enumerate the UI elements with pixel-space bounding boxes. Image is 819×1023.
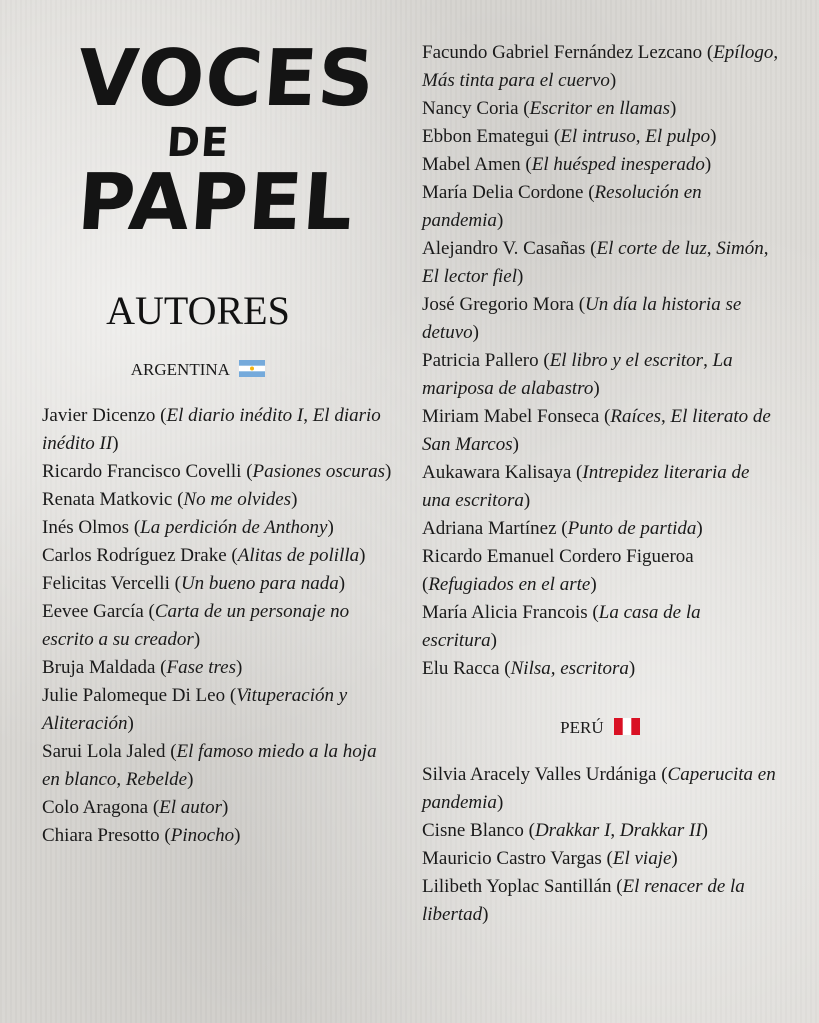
author-entry bbox=[42, 794, 394, 822]
closing-paren: ) bbox=[671, 848, 678, 869]
work-title: Más tinta para el cuervo bbox=[422, 70, 610, 91]
closing-paren: ) bbox=[628, 658, 636, 679]
separator: , bbox=[706, 238, 717, 259]
author-entry bbox=[42, 598, 394, 654]
work-title: Pasiones oscuras bbox=[252, 461, 386, 482]
author-name: Mauricio Castro Vargas ( bbox=[422, 848, 613, 869]
work-title: La casa de la escritura bbox=[422, 602, 701, 651]
peru-flag-icon bbox=[614, 718, 640, 742]
author-entry bbox=[422, 179, 780, 235]
author-entry bbox=[42, 542, 394, 570]
closing-paren: ) bbox=[327, 517, 334, 538]
closing-paren: ) bbox=[236, 657, 243, 678]
work-title: Caperucita en pandemia bbox=[422, 764, 776, 813]
work-title: Un bueno para nada bbox=[180, 573, 339, 594]
work-title: La mariposa de alabastro bbox=[422, 350, 733, 399]
author-name: Miriam Mabel Fonseca ( bbox=[422, 406, 611, 427]
work-title: El literato de San Marcos bbox=[422, 406, 771, 455]
author-entry bbox=[422, 39, 780, 95]
closing-paren: ) bbox=[670, 98, 677, 119]
author-name: Cisne Blanco ( bbox=[422, 820, 535, 841]
author-name: Inés Olmos ( bbox=[42, 517, 141, 538]
author-entry bbox=[42, 682, 394, 738]
closing-paren: ) bbox=[523, 490, 531, 511]
author-name: Aukawara Kalisaya ( bbox=[422, 462, 583, 483]
work-title: Un día la historia se detuvo bbox=[422, 294, 742, 343]
closing-paren: ) bbox=[338, 573, 346, 594]
author-name: Julie Palomeque Di Leo ( bbox=[42, 685, 237, 706]
work-title: Epílogo bbox=[713, 42, 774, 63]
separator: , bbox=[610, 820, 620, 841]
author-name: Silvia Aracely Valles Urdániga ( bbox=[422, 764, 668, 785]
author-name: Mabel Amen ( bbox=[422, 154, 532, 175]
author-entry bbox=[42, 654, 394, 682]
closing-paren: ) bbox=[701, 820, 708, 841]
separator: , bbox=[661, 406, 671, 427]
work-title: Nilsa, escritora bbox=[510, 658, 629, 679]
work-title: El autor bbox=[159, 797, 222, 818]
peru-authors-list bbox=[422, 761, 780, 929]
author-name: Nancy Coria ( bbox=[422, 98, 530, 119]
voces-de-papel-logo bbox=[74, 34, 379, 248]
work-title: Refugiados en el arte bbox=[428, 574, 591, 595]
page-title: AUTORES bbox=[106, 288, 290, 333]
author-entry bbox=[42, 402, 394, 458]
work-title: El pulpo bbox=[645, 126, 711, 147]
work-title: Rebelde bbox=[125, 769, 188, 790]
author-name: Javier Dicenzo ( bbox=[42, 405, 167, 426]
author-name: Alejandro V. Casañas ( bbox=[422, 238, 597, 259]
author-name: Felicitas Vercelli ( bbox=[42, 573, 181, 594]
work-title: Simón bbox=[716, 238, 764, 259]
work-title: El huésped inesperado bbox=[531, 154, 705, 175]
work-title: Pinocho bbox=[170, 825, 235, 846]
closing-paren: ) bbox=[704, 154, 712, 175]
work-title: Carta de un personaje no escrito a su creador bbox=[42, 601, 350, 650]
author-entry bbox=[42, 486, 394, 514]
separator: , bbox=[635, 126, 646, 147]
closing-paren: ) bbox=[187, 769, 194, 790]
author-entry bbox=[422, 291, 780, 347]
author-name: Adriana Martínez ( bbox=[422, 518, 568, 539]
author-name: Patricia Pallero ( bbox=[422, 350, 550, 371]
work-title: El renacer de la libertad bbox=[422, 876, 745, 925]
closing-paren: ) bbox=[710, 126, 717, 147]
author-name: Chiara Presotto ( bbox=[42, 825, 171, 846]
separator: , bbox=[703, 350, 713, 371]
author-name: Facundo Gabriel Fernández Lezcano ( bbox=[422, 42, 714, 63]
closing-paren: ) bbox=[496, 792, 504, 813]
work-title: El lector fiel bbox=[422, 266, 517, 287]
closing-paren: ) bbox=[291, 489, 298, 510]
author-entry bbox=[422, 543, 780, 599]
work-title: Punto de partida bbox=[567, 518, 697, 539]
logo-line-de: DE bbox=[165, 120, 231, 166]
closing-paren: ) bbox=[112, 433, 119, 454]
author-name: Carlos Rodríguez Drake ( bbox=[42, 545, 238, 566]
author-entry bbox=[422, 403, 780, 459]
author-name: Elu Racca ( bbox=[422, 658, 511, 679]
work-title: El diario inédito II bbox=[42, 405, 381, 454]
author-name: Bruja Maldada ( bbox=[42, 657, 167, 678]
author-name: Sarui Lola Jaled ( bbox=[42, 741, 177, 762]
closing-paren: ) bbox=[193, 629, 201, 650]
work-title: El famoso miedo a la hoja en blanco bbox=[42, 741, 377, 790]
separator: , bbox=[303, 405, 313, 426]
author-name: Ricardo Francisco Covelli ( bbox=[42, 461, 253, 482]
work-title: Alitas de polilla bbox=[237, 545, 360, 566]
author-entry bbox=[422, 123, 780, 151]
work-title: Drakkar II bbox=[619, 820, 702, 841]
closing-paren: ) bbox=[127, 713, 134, 734]
work-title: Fase tres bbox=[166, 657, 236, 678]
author-entry bbox=[422, 599, 780, 655]
author-name: Colo Aragona ( bbox=[42, 797, 160, 818]
work-title: La perdición de Anthony bbox=[140, 517, 328, 538]
author-entry bbox=[422, 95, 780, 123]
argentina-authors-list bbox=[42, 402, 394, 850]
work-title: Vituperación y Aliteración bbox=[42, 685, 348, 734]
author-name: María Alicia Francois ( bbox=[422, 602, 599, 623]
work-title: Intrepidez literaria de una escritora bbox=[422, 462, 750, 511]
author-name: José Gregorio Mora ( bbox=[422, 294, 586, 315]
closing-paren: ) bbox=[516, 266, 524, 287]
work-title: El libro y el escritor bbox=[549, 350, 704, 371]
author-entry bbox=[422, 655, 780, 683]
work-title: Escritor en llamas bbox=[529, 98, 671, 119]
author-name: Renata Matkovic ( bbox=[42, 489, 184, 510]
closing-paren: ) bbox=[482, 904, 489, 925]
author-entry bbox=[422, 845, 780, 873]
argentina-authors-list-continued bbox=[422, 39, 780, 683]
work-title: El intruso bbox=[560, 126, 636, 147]
closing-paren: ) bbox=[590, 574, 597, 595]
work-title: Resolución en pandemia bbox=[422, 182, 702, 231]
author-entry bbox=[422, 817, 780, 845]
section-label-peru: PERÚ bbox=[560, 718, 604, 737]
argentina-flag-icon bbox=[239, 360, 265, 384]
closing-paren: ) bbox=[359, 545, 366, 566]
logo-line-voces: VOCES bbox=[74, 34, 379, 124]
author-name: Lilibeth Yoplac Santillán ( bbox=[422, 876, 623, 897]
author-name: Ricardo Emanuel Cordero Figueroa ( bbox=[422, 546, 694, 595]
closing-paren: ) bbox=[496, 210, 504, 231]
closing-paren: ) bbox=[609, 70, 617, 91]
closing-paren: ) bbox=[696, 518, 703, 539]
section-argentina bbox=[60, 358, 336, 384]
author-name: Eevee García ( bbox=[42, 601, 155, 622]
logo-line-papel: PAPEL bbox=[74, 158, 357, 248]
work-title: Drakkar I bbox=[534, 820, 611, 841]
closing-paren: ) bbox=[593, 378, 600, 399]
author-entry bbox=[42, 514, 394, 542]
author-entry bbox=[42, 738, 394, 794]
closing-paren: ) bbox=[221, 797, 229, 818]
closing-paren: ) bbox=[472, 322, 479, 343]
author-name: Ebbon Emategui ( bbox=[422, 126, 561, 147]
section-label-argentina: ARGENTINA bbox=[130, 360, 229, 379]
author-entry bbox=[422, 459, 780, 515]
author-entry bbox=[42, 822, 394, 850]
work-title: El viaje bbox=[612, 848, 672, 869]
author-entry bbox=[42, 458, 394, 486]
work-title: El corte de luz bbox=[596, 238, 707, 259]
closing-paren: ) bbox=[490, 630, 497, 651]
author-entry bbox=[422, 761, 780, 817]
closing-paren: ) bbox=[512, 434, 519, 455]
author-entry bbox=[422, 873, 780, 929]
separator: , bbox=[116, 769, 126, 790]
author-entry bbox=[422, 515, 780, 543]
work-title: Raíces bbox=[610, 406, 662, 427]
work-title: El diario inédito I bbox=[166, 405, 304, 426]
separator: , bbox=[773, 42, 779, 63]
closing-paren: ) bbox=[234, 825, 241, 846]
author-entry bbox=[422, 347, 780, 403]
section-peru bbox=[500, 716, 700, 742]
closing-paren: ) bbox=[385, 461, 392, 482]
separator: , bbox=[763, 238, 769, 259]
author-name: María Delia Cordone ( bbox=[422, 182, 595, 203]
author-entry bbox=[42, 570, 394, 598]
author-entry bbox=[422, 151, 780, 179]
work-title: No me olvides bbox=[183, 489, 292, 510]
author-entry bbox=[422, 235, 780, 291]
